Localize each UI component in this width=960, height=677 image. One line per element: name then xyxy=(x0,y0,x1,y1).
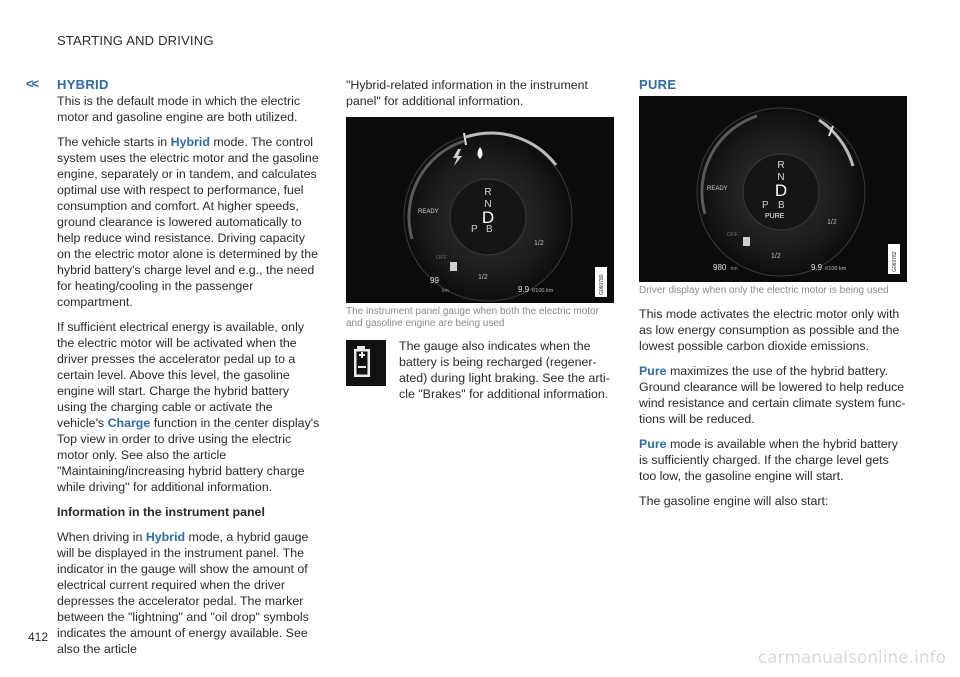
paragraph: Pure maximizes the use of the hybrid battery. Ground clearance will be lowered to help reduce wind resistance and certain climate system functions will be reduced. xyxy=(639,364,906,426)
range-value: 980 xyxy=(713,263,727,272)
off-label: OFF xyxy=(727,232,738,238)
back-chevron-icon[interactable]: << xyxy=(26,76,38,91)
consumption-value: 9.9 xyxy=(811,263,823,272)
consumption-unit: ℓ/100 km xyxy=(825,266,847,272)
paragraph: "Hybrid-related information in the instrument panel" for additional information. xyxy=(346,78,588,108)
gear-r: R xyxy=(777,160,785,171)
column-hybrid xyxy=(57,77,322,666)
figure-caption-hybrid: The instrument panel gauge when both the electric motor and gasoline engine are being used xyxy=(346,306,599,329)
figure-caption-pure: Driver display when only the electric motor is being used xyxy=(639,285,889,296)
off-label: OFF xyxy=(436,255,447,261)
page-number: 412 xyxy=(28,630,49,644)
battery-charging-icon xyxy=(346,340,386,386)
paragraph: The vehicle starts in Hybrid mode. The control system uses the electric motor and the gasoline engine, separately or in tandem, and calculates optimal use with respect to performance, fuel consumption and comfort. At higher speeds, ground clearance is lowered automatically to help reduce wind resistance. Driving capacity on the electric motor alone is determined by the hybrid battery's charge level and e.g., the need for heating/cooling in the passenger compartment. xyxy=(57,135,319,309)
range-unit: km xyxy=(442,288,449,294)
column-continued xyxy=(346,77,616,118)
paragraph: If sufficient electrical energy is available, only the electric motor will be activated when the driver presses the accelerator pedal up to a certain level. Above this level, the gasoline engine will start. Charge the hybrid battery using the charging cable or activate the vehicle's Charge function in the center display's Top view in order to drive using the electric motor only. See also the article "Maintaining/increasing hybrid battery charge while driving" for additional information. xyxy=(57,320,320,494)
gear-n: N xyxy=(777,172,785,183)
gear-d: D xyxy=(774,181,788,200)
paragraph: The gasoline engine will also start: xyxy=(639,494,829,508)
gear-b: B xyxy=(486,224,493,235)
instrument-panel-figure-pure xyxy=(639,96,907,282)
paragraph: This mode activates the electric motor only with as low energy consumption as possible and the lowest possible carbon dioxide emissions. xyxy=(639,307,900,353)
gear-b: B xyxy=(778,200,785,211)
half-mark: 1/2 xyxy=(827,219,837,226)
hybrid-gauge-image xyxy=(346,117,614,303)
gear-p: P xyxy=(762,200,769,211)
half-mark: 1/2 xyxy=(534,240,544,247)
fuel-pump-icon xyxy=(743,237,750,246)
gear-r: R xyxy=(484,187,492,198)
mode-term: Pure xyxy=(639,437,667,451)
gear-d: D xyxy=(481,208,495,227)
gauge-note: The gauge also indicates when the battery is being recharged (regenerated) during light braking. See the article "Brakes" for additional information. xyxy=(399,339,610,401)
ready-label: READY xyxy=(707,186,728,192)
mode-term: Hybrid xyxy=(170,135,210,149)
paragraph: This is the default mode in which the electric motor and gasoline engine are both utilized. xyxy=(57,94,301,124)
fuel-pump-icon xyxy=(450,262,457,271)
paragraph: Pure mode is available when the hybrid battery is sufficiently charged. If the charge level gets too low, the gasoline engine will start. xyxy=(639,437,898,483)
ready-label: READY xyxy=(418,209,439,215)
half-mark-lower: 1/2 xyxy=(478,274,488,281)
subheading: Information in the instrument panel xyxy=(57,505,265,519)
pure-gauge-image xyxy=(639,96,907,282)
figure-code: G060782 xyxy=(892,251,898,272)
section-heading-hybrid: HYBRID xyxy=(57,77,109,92)
function-term: Charge xyxy=(107,416,151,430)
mode-label: PURE xyxy=(765,213,785,220)
section-pure xyxy=(639,77,676,92)
watermark: carmanualsonline.info xyxy=(757,648,946,668)
gear-p: P xyxy=(471,224,478,235)
consumption-value: 9.9 xyxy=(518,285,530,294)
running-header: STARTING AND DRIVING xyxy=(57,33,214,48)
figure-code: G060780 xyxy=(599,274,605,295)
mode-term: Hybrid xyxy=(145,530,186,544)
column-pure-text xyxy=(639,306,907,518)
consumption-unit: ℓ/100 km xyxy=(532,288,554,294)
section-heading-pure: PURE xyxy=(639,77,677,92)
paragraph: When driving in Hybrid mode, a hybrid gauge will be displayed in the instrument panel. The indicator in the gauge will show the amount of electrical current required when the driver depresses the accelerator pedal. The marker between the "lightning" and "oil drop" symbols indicates the amount of energy available. See also the article xyxy=(57,530,309,656)
gear-n: N xyxy=(484,199,492,210)
range-unit: km xyxy=(731,266,738,272)
mode-term: Pure xyxy=(639,364,667,378)
half-mark-lower: 1/2 xyxy=(771,253,781,260)
instrument-panel-figure-hybrid xyxy=(346,117,614,303)
range-value: 99 xyxy=(430,276,439,285)
